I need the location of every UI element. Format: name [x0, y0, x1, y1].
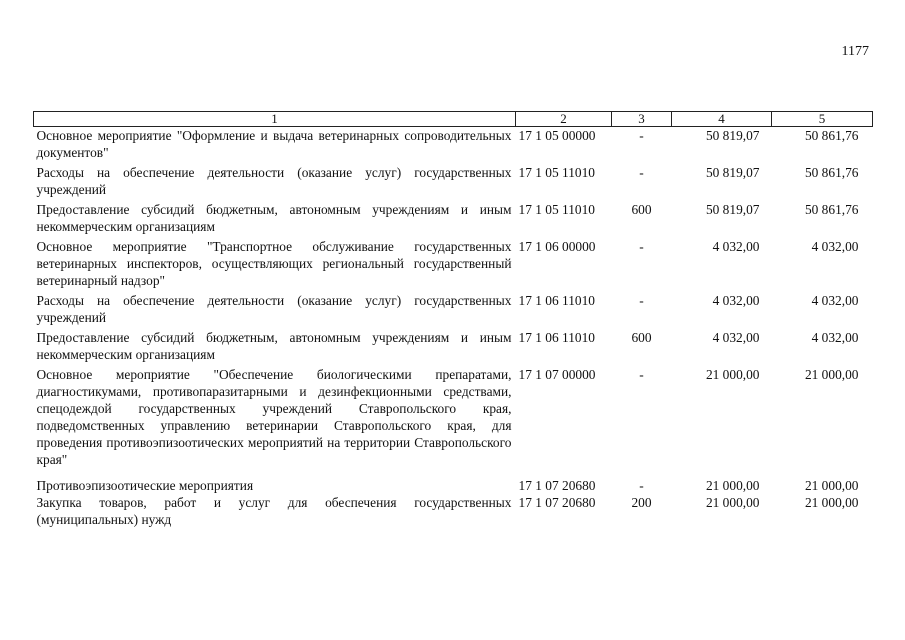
- row-vr: 600: [631, 330, 652, 345]
- row-name: Основное мероприятие "Обеспечение биологическими препаратами, диагностикумами, противопаразитарными и дезинфекционными средствами, спецодеждой государственных учреждений Ставропольского края, подведомственных управлению ветеринарии Ставропольского края, для проведения противоэпизоотических мероприятий на территории Ставропольского края": [36, 367, 512, 467]
- table-row: [34, 292, 873, 329]
- row-name: Предоставление субсидий бюджетным, автономным учреждениям и иным некоммерческим организациям: [36, 330, 512, 362]
- page-number: 1177: [841, 44, 869, 59]
- budget-table: [33, 111, 873, 531]
- row-code: 17 1 05 00000: [518, 128, 596, 143]
- row-code: 17 1 05 11010: [518, 202, 595, 217]
- row-sum-1: 50 819,07: [705, 165, 760, 180]
- row-vr: -: [639, 165, 644, 180]
- row-sum-2: 21 000,00: [804, 367, 859, 382]
- table-row: [34, 471, 873, 494]
- header-col-5: 5: [772, 112, 873, 127]
- row-vr: -: [639, 128, 644, 143]
- table-row: [34, 127, 873, 165]
- row-sum-1: 21 000,00: [705, 495, 760, 510]
- row-vr: -: [639, 478, 644, 493]
- row-code: 17 1 05 11010: [518, 165, 595, 180]
- table-row: [34, 238, 873, 292]
- row-sum-2: 4 032,00: [811, 330, 859, 345]
- table-row: [34, 366, 873, 471]
- row-sum-1: 21 000,00: [705, 367, 760, 382]
- row-vr: -: [639, 367, 644, 382]
- row-code: 17 1 06 11010: [518, 293, 595, 308]
- table-row: [34, 164, 873, 201]
- row-vr: -: [639, 293, 644, 308]
- row-sum-2: 21 000,00: [804, 495, 859, 510]
- row-sum-1: 21 000,00: [705, 478, 760, 493]
- row-sum-2: 50 861,76: [804, 128, 859, 143]
- row-sum-2: 50 861,76: [804, 165, 859, 180]
- header-col-3: 3: [612, 112, 672, 127]
- row-sum-2: 4 032,00: [811, 293, 859, 308]
- table-header-row: [34, 112, 873, 127]
- table-row: [34, 201, 873, 238]
- header-col-4: 4: [672, 112, 772, 127]
- row-name: Расходы на обеспечение деятельности (оказание услуг) государственных учреждений: [36, 293, 512, 325]
- row-name: Основное мероприятие "Оформление и выдача ветеринарных сопроводительных документов": [36, 128, 512, 160]
- table-row: [34, 329, 873, 366]
- row-sum-1: 4 032,00: [712, 239, 760, 254]
- row-sum-2: 50 861,76: [804, 202, 859, 217]
- row-vr: 200: [631, 495, 652, 510]
- row-sum-2: 21 000,00: [804, 478, 859, 493]
- row-name: Расходы на обеспечение деятельности (оказание услуг) государственных учреждений: [36, 165, 512, 197]
- table-row: [34, 494, 873, 531]
- header-col-2: 2: [516, 112, 612, 127]
- row-vr: 600: [631, 202, 652, 217]
- row-code: 17 1 07 20680: [518, 495, 596, 510]
- row-sum-1: 50 819,07: [705, 202, 760, 217]
- row-sum-1: 50 819,07: [705, 128, 760, 143]
- row-sum-1: 4 032,00: [712, 330, 760, 345]
- row-name: Основное мероприятие "Транспортное обслуживание государственных ветеринарных инспекторов, осуществляющих региональный государственный ветеринарный надзор": [36, 239, 512, 288]
- row-vr: -: [639, 239, 644, 254]
- row-code: 17 1 06 00000: [518, 239, 596, 254]
- row-sum-2: 4 032,00: [811, 239, 859, 254]
- row-name: Закупка товаров, работ и услуг для обеспечения государственных (муниципальных) нужд: [36, 495, 512, 527]
- row-code: 17 1 07 00000: [518, 367, 596, 382]
- header-col-1: 1: [34, 112, 516, 127]
- row-code: 17 1 06 11010: [518, 330, 595, 345]
- row-name: Предоставление субсидий бюджетным, автономным учреждениям и иным некоммерческим организациям: [36, 202, 512, 234]
- row-name: Противоэпизоотические мероприятия: [36, 478, 254, 493]
- row-sum-1: 4 032,00: [712, 293, 760, 308]
- row-code: 17 1 07 20680: [518, 478, 596, 493]
